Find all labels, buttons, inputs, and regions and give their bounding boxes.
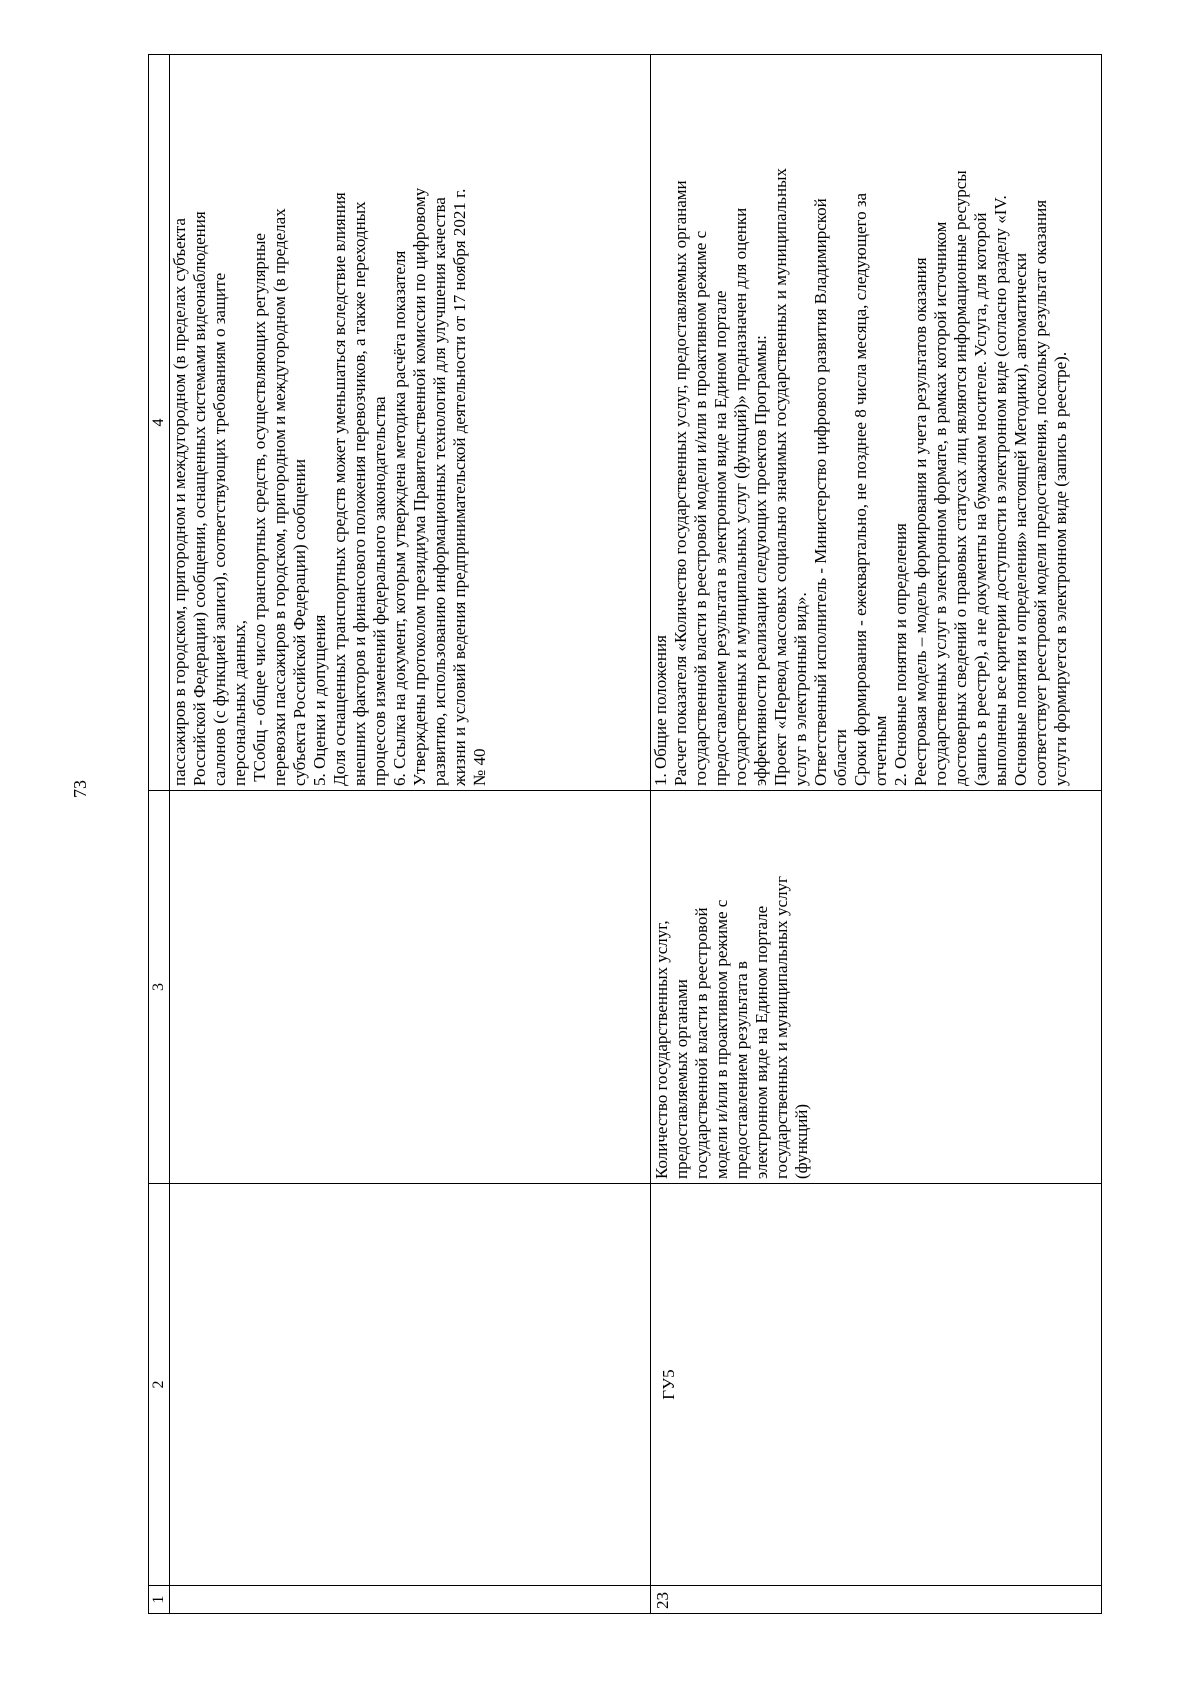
rotated-table-container <box>148 54 1102 1614</box>
text-line: Проект «Перевод массовых социально значимых государственных и муниципальных <box>771 168 790 786</box>
text-line: пассажиров в городском, пригородном и междугородном (в пределах субъекта <box>170 218 189 786</box>
text-line: 2. Основные понятия и определения <box>891 523 910 786</box>
indicator-code-cell <box>170 1184 651 1586</box>
text-line: Утверждены протоколом президиума Правительственной комиссии по цифровому <box>410 187 429 786</box>
table-row-23 <box>651 55 1102 1614</box>
methodology-table <box>148 54 1102 1614</box>
text-line: персональных данных, <box>230 619 249 786</box>
text-line: государственной власти в реестровой модели и/или в проактивном режиме с <box>691 230 710 786</box>
text-line: модели и/или в проактивном режиме с <box>712 899 731 1179</box>
table-row-continuation <box>170 55 651 1614</box>
methodology-cell <box>170 55 651 791</box>
text-line: перевозки пассажиров в городском, пригородном и междугородном (в пределах <box>270 208 289 786</box>
indicator-code-cell: ГУ5 <box>651 1184 1102 1586</box>
text-line: ТСобщ - общее число транспортных средств, осуществляющих регулярные <box>250 233 269 786</box>
text-line: 6. Ссылка на документ, которым утверждена методика расчёта показателя <box>390 250 409 786</box>
indicator-name-cell <box>170 791 651 1184</box>
text-line: Ответственный исполнитель - Министерство цифрового развития Владимирской <box>811 198 830 786</box>
text-line: отчетным <box>871 715 890 786</box>
text-line: услуги формируется в электронном виде (запись в реестре). <box>1051 351 1070 786</box>
text-line: предоставлением результата в электронном виде на Едином портале <box>711 290 730 786</box>
text-line: предоставлением результата в <box>732 961 751 1179</box>
row-number-cell <box>170 1586 651 1614</box>
text-line: государственной власти в реестровой <box>692 907 711 1179</box>
text-line: Расчет показателя «Количество государственных услуг, предоставляемых органами <box>671 180 690 786</box>
text-line: области <box>831 729 850 786</box>
text-line: Количество государственных услуг, <box>652 920 671 1179</box>
row-number-cell: 23 <box>651 1586 1102 1614</box>
text-line: Реестровая модель – модель формирования и учета результатов оказания <box>911 257 930 786</box>
text-line: государственных и муниципальных услуг <box>772 875 791 1179</box>
text-line: внешних факторов и финансового положения перевозчиков, а также переходных <box>350 201 369 786</box>
text-line: салонов (с функцией записи), соответствующих требованиям о защите <box>210 272 229 786</box>
header-col-1: 1 <box>149 1586 170 1614</box>
table-header-row <box>149 55 170 1614</box>
text-line: Основные понятия и определения» настоящей Методики), автоматически <box>1011 252 1030 786</box>
indicator-name-cell <box>651 791 1102 1184</box>
methodology-cell <box>651 55 1102 791</box>
text-line: предоставляемых органами <box>672 979 691 1179</box>
text-line: процессов изменений федерального законодательства <box>370 396 389 786</box>
text-line: 1. Общие положения <box>651 635 670 786</box>
text-line: субъекта Российской Федерации) сообщении <box>290 459 309 786</box>
text-line: (функций) <box>792 1103 811 1179</box>
text-line: Российской Федерации) сообщении, оснащенных системами видеонаблюдения <box>190 211 209 786</box>
text-line: жизни и условий ведения предпринимательской деятельности от 17 ноября 2021 г. <box>450 188 469 786</box>
text-line: Сроки формирования - ежеквартально, не позднее 8 числа месяца, следующего за <box>851 192 870 786</box>
text-line: достоверных сведений о правовых статусах лиц являются информационные ресурсы <box>951 170 970 786</box>
text-line: государственных услуг в электронном формате, в рамках которой источником <box>931 221 950 786</box>
header-col-4: 4 <box>149 55 170 791</box>
text-line: 5. Оценки и допущения <box>310 614 329 786</box>
text-line: (запись в реестре), а не документы на бумажном носителе. Услуга, для которой <box>971 212 990 786</box>
text-line: развитию, использованию информационных технологий для улучшения качества <box>430 197 449 786</box>
text-line: электронном виде на Едином портале <box>752 905 771 1179</box>
page-number: 73 <box>70 780 90 798</box>
text-line: соответствует реестровой модели предоставления, поскольку результат оказания <box>1031 199 1050 786</box>
text-line: выполнены все критерии доступности в электронном виде (согласно разделу «IV. <box>991 195 1010 786</box>
text-line: государственных и муниципальных услуг (функций)» предназначен для оценки <box>731 207 750 786</box>
text-line: услуг в электронный вид». <box>791 592 810 786</box>
header-col-2: 2 <box>149 1184 170 1586</box>
text-line: эффективности реализации следующих проектов Программы: <box>751 335 770 786</box>
text-line: № 40 <box>470 748 489 786</box>
text-line: Доля оснащенных транспортных средств может уменьшаться вследствие влияния <box>330 192 349 786</box>
header-col-3: 3 <box>149 791 170 1184</box>
